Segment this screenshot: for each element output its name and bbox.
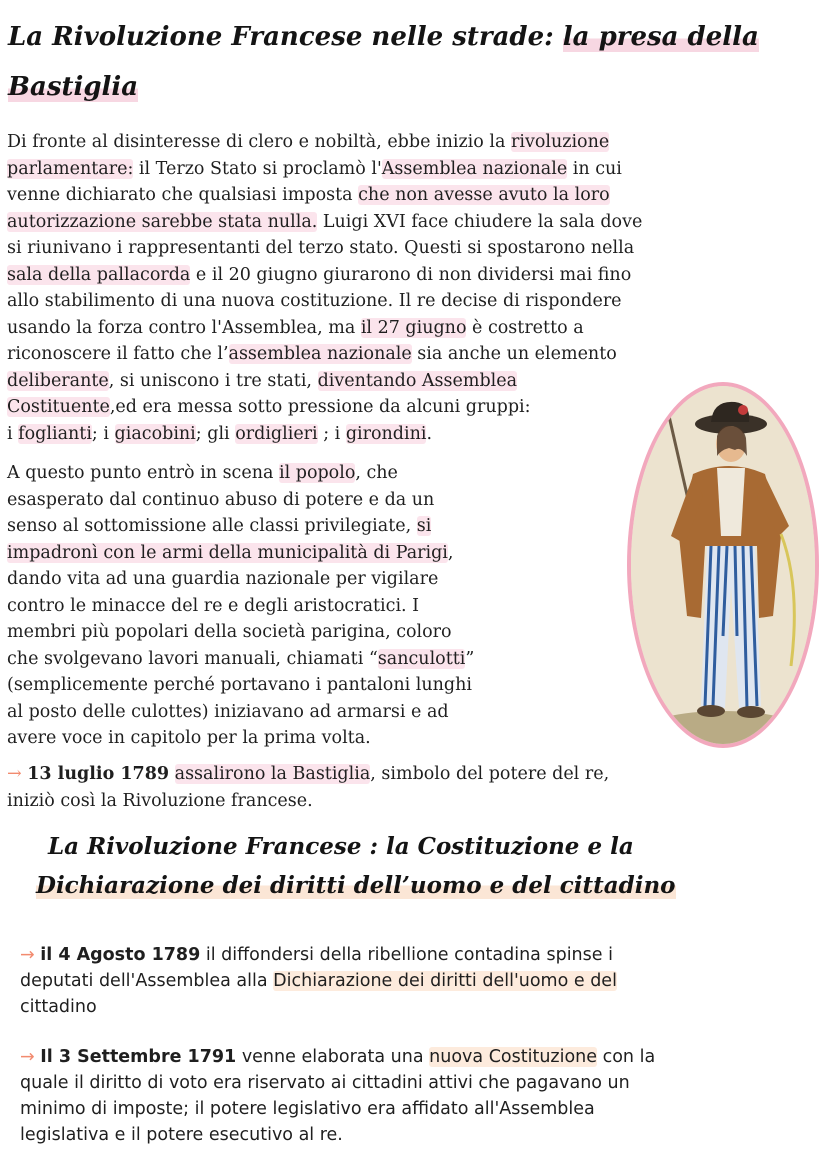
text: ,ed era messa sotto pressione da alcuni gruppi: bbox=[109, 397, 531, 417]
text: quale il diritto di voto era riservato ai cittadini attivi che pagavano un bbox=[20, 1073, 630, 1093]
text: , bbox=[447, 542, 454, 563]
text: ; i bbox=[317, 423, 346, 444]
highlight: il popolo bbox=[278, 463, 356, 483]
highlight: Costituente bbox=[7, 397, 110, 417]
arrow-icon: → bbox=[20, 1047, 41, 1067]
text: dando vita ad una guardia nazionale per vigilare bbox=[7, 569, 439, 589]
text: in cui bbox=[567, 158, 622, 179]
highlight: il 27 giugno bbox=[360, 317, 467, 338]
highlight: assemblea nazionale bbox=[228, 344, 412, 364]
highlight: ordiglieri bbox=[235, 423, 318, 444]
arrow-icon: → bbox=[7, 764, 28, 784]
sanculotto-portrait bbox=[627, 382, 819, 748]
text: avere voce in capitolo per la prima volta. bbox=[7, 728, 371, 748]
text: e il 20 giugno giurarono di non dividersi mai fino bbox=[190, 264, 632, 285]
highlight: impadronì con le armi della municipalità di Parigi bbox=[7, 542, 448, 563]
text: il diffondersi della ribellione contadina spinse i bbox=[200, 945, 613, 965]
paragraph-costituzione bbox=[20, 1044, 810, 1148]
text: Luigi XVI face chiudere la sala dove bbox=[317, 211, 643, 232]
text: venne elaborata una bbox=[236, 1047, 430, 1067]
text: contro le minacce del re e degli aristocratici. I bbox=[7, 595, 420, 616]
text: membri più popolari della società parigina, coloro bbox=[7, 622, 452, 642]
text: riconoscere il fatto che l’ bbox=[7, 344, 229, 364]
text: (semplicemente perché portavano i pantaloni lunghi bbox=[7, 675, 472, 695]
highlight: si bbox=[416, 516, 432, 536]
highlight: deliberante bbox=[7, 370, 109, 391]
text: , che bbox=[355, 463, 398, 483]
highlight: che non avesse avuto la loro bbox=[358, 185, 610, 205]
highlight: sala della pallacorda bbox=[7, 264, 191, 285]
arrow-icon: → bbox=[20, 945, 41, 965]
date: Il 3 Settembre 1791 bbox=[40, 1047, 237, 1067]
text: i bbox=[7, 423, 19, 444]
highlight: Assemblea nazionale bbox=[381, 158, 568, 179]
text: ” bbox=[465, 648, 475, 669]
subtitle-text: La Rivoluzione Francese : la Costituzione e la bbox=[48, 833, 634, 860]
date: il 4 Agosto 1789 bbox=[40, 945, 201, 965]
subtitle-highlight: Dichiarazione dei diritti dell’uomo e del cittadino bbox=[36, 872, 676, 899]
highlight: foglianti bbox=[18, 423, 92, 444]
text: esasperato dal continuo abuso di potere e da un bbox=[7, 489, 435, 510]
highlight: diventando Assemblea bbox=[317, 370, 518, 391]
sanculotto-illustration bbox=[631, 386, 815, 744]
text: è costretto a bbox=[466, 317, 584, 338]
subtitle-line2 bbox=[36, 872, 676, 899]
text: ; i bbox=[91, 423, 115, 444]
highlight: assalirono la Bastiglia bbox=[174, 764, 371, 784]
text: il Terzo Stato si proclamò l' bbox=[133, 158, 382, 179]
highlight: Dichiarazione dei diritti dell'uomo e del bbox=[273, 971, 617, 991]
highlight: sanculotti bbox=[377, 648, 466, 669]
text: si riunivano i rappresentanti del terzo stato. Questi si spostarono nella bbox=[7, 238, 635, 258]
title-highlight: la presa della bbox=[562, 22, 759, 52]
text: minimo di imposte; il potere legislativo era affidato all'Assemblea bbox=[20, 1099, 595, 1119]
paragraph-popolo bbox=[7, 460, 617, 752]
paragraph-dichiarazione bbox=[20, 942, 810, 1020]
text: senso al sottomissione alle classi privilegiate, bbox=[7, 516, 417, 536]
highlight: rivoluzione bbox=[510, 132, 610, 152]
highlight: parlamentare: bbox=[7, 158, 134, 179]
date: 13 luglio 1789 bbox=[27, 764, 170, 784]
text: legislativa e il potere esecutivo al re. bbox=[20, 1125, 343, 1145]
highlight: nuova Costituzione bbox=[429, 1047, 598, 1067]
page-title-line2 bbox=[8, 72, 138, 102]
text bbox=[169, 764, 175, 784]
text: usando la forza contro l'Assemblea, ma bbox=[7, 317, 361, 338]
text: deputati dell'Assemblea alla bbox=[20, 971, 274, 991]
page-title-line1 bbox=[8, 22, 759, 52]
subtitle-line1 bbox=[48, 833, 634, 860]
text: A questo punto entrò in scena bbox=[7, 463, 279, 483]
highlight: giacobini bbox=[114, 423, 196, 444]
text: ; gli bbox=[195, 423, 236, 444]
highlight: girondini bbox=[345, 423, 427, 444]
highlight: autorizzazione sarebbe stata nulla. bbox=[7, 211, 318, 232]
text: Di fronte al disinteresse di clero e nobiltà, ebbe inizio la bbox=[7, 132, 511, 152]
title-text: La Rivoluzione Francese nelle strade: bbox=[8, 22, 563, 52]
text: che svolgevano lavori manuali, chiamati “ bbox=[7, 648, 378, 669]
text: iniziò così la Rivoluzione francese. bbox=[7, 790, 313, 811]
text: , si uniscono i tre stati, bbox=[108, 370, 318, 391]
text: con la bbox=[597, 1047, 656, 1067]
text: venne dichiarato che qualsiasi imposta bbox=[7, 185, 359, 205]
text: allo stabilimento di una nuova costituzione. Il re decise di rispondere bbox=[7, 291, 622, 311]
text: al posto delle culottes) iniziavano ad armarsi e ad bbox=[7, 701, 449, 722]
text: cittadino bbox=[20, 997, 97, 1017]
paragraph-bastiglia bbox=[7, 761, 817, 814]
text: . bbox=[426, 423, 433, 444]
paragraph-rivoluzione-parlamentare bbox=[7, 129, 787, 447]
text: , simbolo del potere del re, bbox=[370, 764, 610, 784]
text: sia anche un elemento bbox=[411, 344, 617, 364]
title-highlight-2: Bastiglia bbox=[8, 72, 139, 102]
